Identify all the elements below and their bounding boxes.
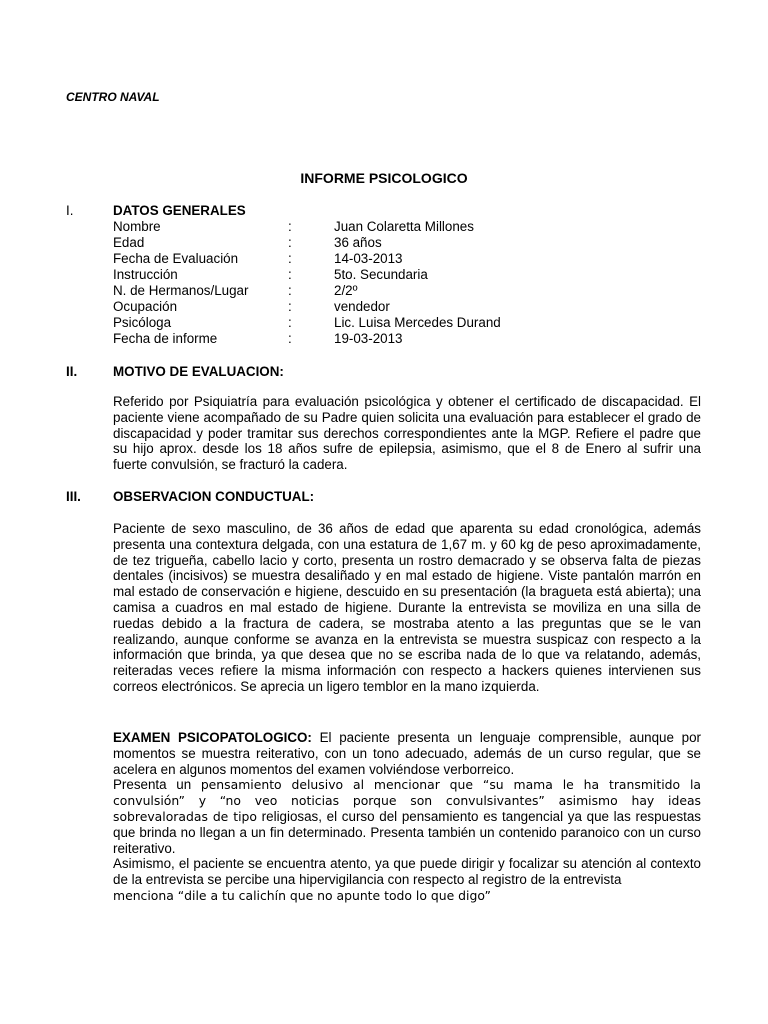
field-label: Nombre [113,219,161,234]
field-row [113,235,713,251]
field-row [113,299,713,315]
field-colon: : [288,219,292,234]
field-label: Fecha de informe [113,331,218,346]
field-value: 14-03-2013 [334,251,403,266]
observacion-text: Paciente de sexo masculino, de 36 años de edad que aparenta su edad cronológica, además presenta una contextura delgada, con una estatura de 1,67 m. y 60 kg de peso aproximadamente, de tez trigueña, cabello lacio y corto, presenta un rostro demacrado y se observa falta de piezas dentales (incisivos) se muestra desaliñado y en mal estado de higiene. Viste pantalón marrón en mal estado de conservación e higiene, descuido en su presentación (la bragueta está abierta); una camisa a cuadros en mal estado de higiene. Durante la entrevista se moviliza en una silla de ruedas debido a la fractura de cadera, se mostraba atento a las preguntas que se le van realizando, aunque conforme se avanza en la entrevista se muestra suspicaz con respecto a la información que brinda, ya que desea que no se escriba nada de lo que va relatando, además, reiteradas veces refiere la misma información con respecto a hackers quienes intervienen sus correos electrónicos. Se aprecia un ligero temblor en la mano izquierda. [113,521,701,694]
field-row [113,219,713,235]
field-value: Lic. Luisa Mercedes Durand [334,315,501,330]
section-1-title: DATOS GENERALES [113,203,246,218]
field-row [113,331,713,347]
field-label: Edad [113,235,145,250]
field-colon: : [288,283,292,298]
field-row [113,283,713,299]
field-row [113,251,713,267]
examen-p1 [113,730,701,777]
motivo-paragraph [113,394,701,473]
section-3-number: III. [66,489,81,504]
examen-p4: menciona “dile a tu calichín que no apunte todo lo que digo” [113,887,491,903]
field-row [113,315,713,331]
examen-p3: Asimismo, el paciente se encuentra atento, ya que puede dirigir y focalizar su atención al contexto de la entrevista se percibe una hipervigilancia con respecto al registro de la entrevista [113,856,701,888]
field-value: vendedor [334,299,390,314]
field-colon: : [288,235,292,250]
field-colon: : [288,251,292,266]
document-title: INFORME PSICOLOGICO [300,170,468,186]
field-label: Fecha de Evaluación [113,251,239,266]
field-row [113,267,713,283]
field-value: 19-03-2013 [334,331,403,346]
section-2-title: MOTIVO DE EVALUACION: [113,364,284,379]
field-value: Juan Colaretta Millones [334,219,474,234]
field-label: N. de Hermanos/Lugar [113,283,249,298]
general-data-fields [113,219,713,347]
examen-text-2a: Presenta un [113,777,201,793]
field-label: Ocupación [113,299,178,314]
observacion-paragraph [113,521,701,695]
field-value: 2/2º [334,283,358,298]
field-value: 36 años [334,235,382,250]
motivo-text: Referido por Psiquiatría para evaluación psicológica y obtener el certificado de discapacidad. El paciente viene acompañado de su Padre quien solicita una evaluación para establecer el grado de discapacidad y poder tramitar sus derechos correspondientes ante la MGP. Refiere el padre que su hijo aprox. desde los 18 años sufre de epilepsia, asimismo, que el 8 de Enero al sufrir una fuerte convulsión, se fracturó la cadera. [113,394,701,473]
field-label: Instrucción [113,267,178,282]
examen-p2 [113,777,701,856]
field-colon: : [288,267,292,282]
examen-text-2b: pensamiento delusivo al mencionar que “su mama le ha transmitido la convulsión” y “no veo noticias porque son convulsivantes” asimismo hay ideas sobrevaloradas de tipo [113,777,701,824]
section-1-number: I. [66,203,74,218]
section-3-title: OBSERVACION CONDUCTUAL: [113,489,315,504]
field-colon: : [288,331,292,346]
examen-text-2c: religiosas, el curso del pensamiento es tangencial ya que las respuestas que brinda no llegan a un fin determinado. Presenta también un contenido paranoico con un curso reiterativo. [113,808,702,856]
field-label: Psicóloga [113,315,172,330]
organization-header: CENTRO NAVAL [66,90,160,104]
examen-paragraph [113,730,701,904]
field-colon: : [288,299,292,314]
field-value: 5to. Secundaria [334,267,428,282]
examen-label: EXAMEN PSICOPATOLOGICO: [113,730,312,745]
examen-text-1: El paciente presenta un lenguaje comprensible, aunque por momentos se muestra reiterativo, con un tono adecuado, además de un curso regular, que se acelera en algunos momentos del examen volviéndose verborreico. [113,730,702,777]
section-2-number: II. [66,364,78,379]
field-colon: : [288,315,292,330]
